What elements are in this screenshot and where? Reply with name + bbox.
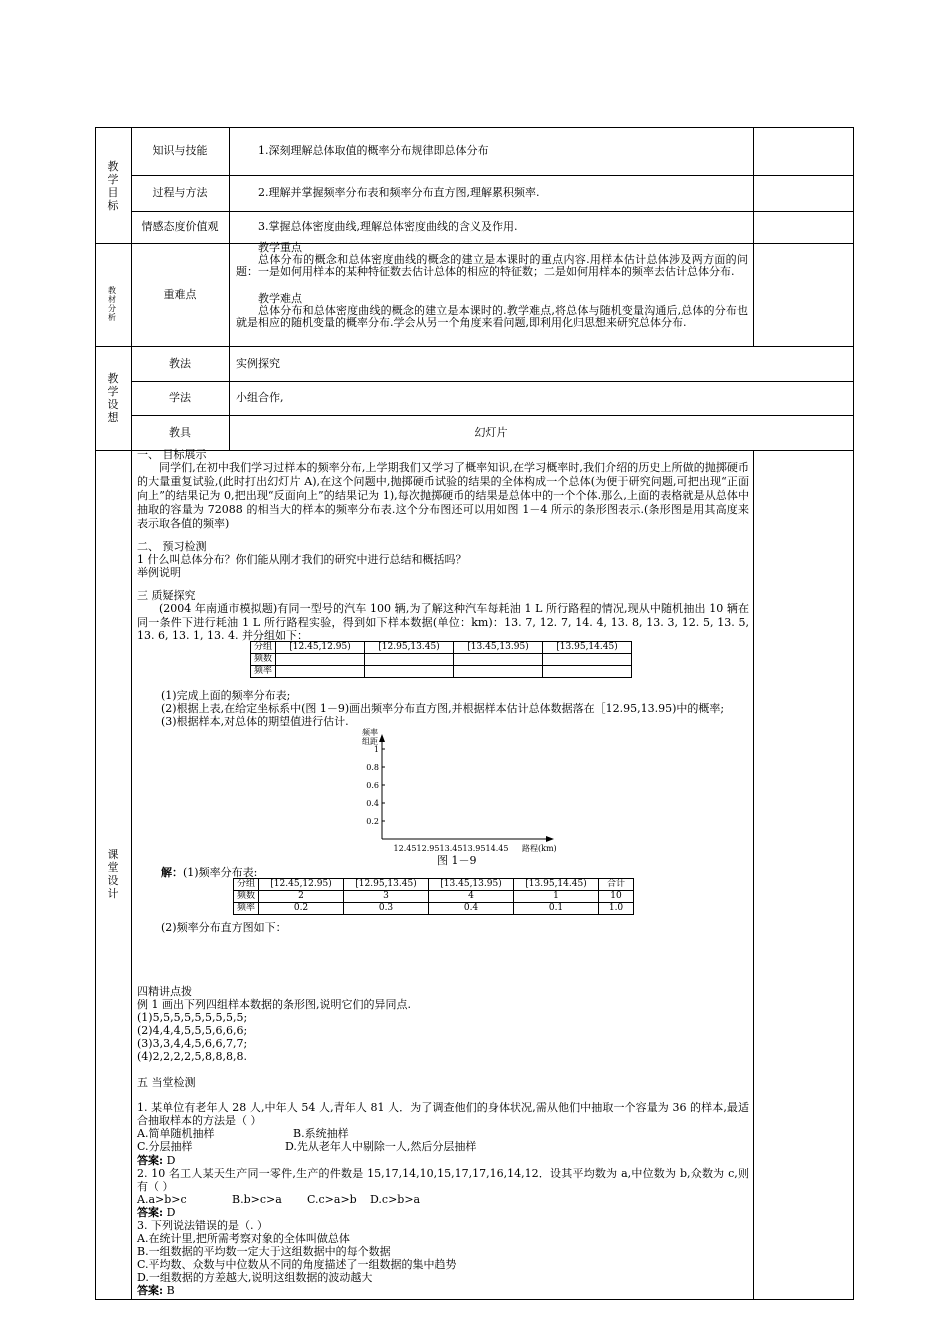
row-content: 1.深刻理解总体取值的概率分布规律即总体分布: [258, 144, 489, 157]
row-label: 过程与方法: [152, 186, 208, 199]
section-heading: 一、 目标展示: [137, 448, 207, 461]
table-cell: 频率: [234, 903, 259, 915]
table-header: [12.45,12.95): [276, 642, 365, 654]
answer-line: [137, 1284, 175, 1298]
row-content: 小组合作,: [236, 391, 284, 404]
row-content: 实例探究: [236, 357, 280, 370]
example-line: (4)2,2,2,2,5,8,8,8,8.: [137, 1050, 248, 1063]
question-text: 1 什么叫总体分布？你们能从刚才我们的研究中进行总结和概括吗？: [137, 553, 467, 566]
answer-label: 答案:: [137, 1206, 164, 1219]
y-axis-label-bottom: 组距: [362, 737, 378, 746]
column-divider: [753, 450, 754, 1300]
answer-label: 答案:: [137, 1284, 164, 1297]
table-cell: 1: [514, 891, 599, 903]
table-header: 分组: [251, 642, 276, 654]
row-divider: [95, 450, 854, 451]
table-cell: [365, 666, 454, 678]
option: C.c>a>b: [307, 1193, 357, 1206]
table-cell: [454, 654, 543, 666]
table-cell: 1.0: [599, 903, 634, 915]
table-header: [12.95,13.45): [365, 642, 454, 654]
example-line: (1)5,5,5,5,5,5,5,5,5;: [137, 1011, 248, 1024]
y-tick-label: 0.6: [366, 781, 379, 790]
x-tick-label: 13.95: [462, 844, 486, 853]
table-cell: [365, 654, 454, 666]
x-tick-label: 13.45: [439, 844, 463, 853]
option: D.c>b>a: [370, 1193, 421, 1206]
section-label-analysis: 教 材 分 析: [108, 286, 116, 322]
key-point-text: 总体分布的概念和总体密度曲线的概念的建立是本课时的重点内容.用样本估计总体涉及两方面的问题：一是如何用样本的某种特征数去估计总体的相应的特征数；二是如何用样本的频率去估计总体分布.: [236, 253, 748, 278]
problem-text: (2004 年南通市模拟题)有同一型号的汽车 100 辆,为了解这种汽车每耗油 1 L 所行路程的情况,现从中随机抽出 10 辆在同一条件下进行耗油 1 L 所行路程实验，得到如下样本数据(单位：km)：13. 7, 12. 7, 14. 4, 13. 8, 13. 3, 12. 5, 13. 5, 13. 6, 13. 1, 13. 4. 并分组如下：: [137, 602, 749, 642]
row-label: 教法: [169, 357, 191, 370]
row-divider: [131, 211, 854, 212]
table-cell: 3: [344, 891, 429, 903]
table-cell: [454, 666, 543, 678]
section-heading: 五 当堂检测: [137, 1076, 196, 1089]
row-label: 教具: [169, 426, 191, 439]
x-tick-label: 12.45: [393, 844, 417, 853]
example-line: (3)3,3,4,4,5,6,6,7,7;: [137, 1037, 248, 1050]
table-cell: [543, 666, 632, 678]
x-axis-arrow: [546, 836, 554, 842]
option: D.先从老年人中剔除一人,然后分层抽样: [285, 1140, 477, 1153]
table-header: [13.95,14.45): [543, 642, 632, 654]
histogram-axes: [350, 726, 570, 866]
option: D.一组数据的方差越大,说明这组数据的波动越大: [137, 1271, 373, 1284]
frequency-table-blank: [250, 641, 632, 678]
y-tick-label: 0.4: [366, 799, 379, 808]
table-cell: 4: [429, 891, 514, 903]
difficulty-title: 教学难点: [258, 292, 302, 305]
column-divider: [753, 127, 754, 346]
table-cell: 0.2: [259, 903, 344, 915]
row-content: 幻灯片: [474, 426, 508, 439]
table-row-label: 频率: [251, 666, 276, 678]
table-header: [13.95,14.45): [514, 879, 599, 891]
section-heading: 三 质疑探究: [137, 589, 196, 602]
answer-value: B: [166, 1284, 175, 1297]
option: C.平均数、众数与中位数从不同的角度描述了一组数据的集中趋势: [137, 1258, 457, 1271]
x-axis-label: 路程(km): [522, 844, 557, 853]
row-content: 2.理解并掌握频率分布表和频率分布直方图,理解累积频率.: [258, 186, 540, 199]
answer-line: [137, 1206, 175, 1220]
solution-label: 解：: [161, 866, 183, 879]
row-label: 学法: [169, 391, 191, 404]
row-divider: [131, 381, 854, 382]
option: A.简单随机抽样: [137, 1127, 215, 1140]
y-axis-arrow: [379, 734, 385, 742]
section-heading: 四精讲点拨: [137, 985, 192, 998]
table-cell: 0.4: [429, 903, 514, 915]
table-header: 合计: [599, 879, 634, 891]
section-label-lesson: 课 堂 设 计: [107, 848, 119, 900]
frequency-table-filled: [233, 878, 634, 915]
y-tick-label: 1: [373, 745, 379, 754]
option: B.一组数据的平均数一定大于这组数据中的每个数据: [137, 1245, 391, 1258]
solution-text: (2)频率分布直方图如下：: [161, 921, 287, 934]
table-cell: 2: [259, 891, 344, 903]
solution-text: (1)频率分布表:: [183, 866, 258, 879]
table-header: [12.45,12.95): [259, 879, 344, 891]
row-divider: [95, 243, 854, 244]
option: A.a>b>c: [137, 1193, 187, 1206]
row-content: 3.掌握总体密度曲线,理解总体密度曲线的含义及作用.: [258, 220, 518, 233]
section-label-objectives: 教 学 目 标: [107, 160, 119, 212]
row-label: 情感态度价值观: [141, 220, 219, 233]
answer-value: D: [166, 1154, 176, 1167]
section-label-design: 教 学 设 想: [107, 372, 119, 424]
option: A.在统计里,把所需考察对象的全体叫做总体: [137, 1232, 350, 1245]
y-tick-label: 0.8: [366, 763, 379, 772]
question-text: (1)完成上面的频率分布表;: [161, 689, 291, 702]
question-text: 举例说明: [137, 566, 181, 579]
table-header: 分组: [234, 879, 259, 891]
table-cell: [543, 654, 632, 666]
row-label: 知识与技能: [152, 144, 208, 157]
question-text: (3)根据样本,对总体的期望值进行估计.: [161, 715, 349, 728]
practice-question: 3. 下列说法错误的是（. ）: [137, 1219, 268, 1232]
row-label: 重难点: [163, 288, 197, 301]
key-point-title: 教学重点: [258, 241, 302, 254]
practice-question: 1. 某单位有老年人 28 人,中年人 54 人,青年人 81 人．为了调查他们的身体状况,需从他们中抽取一个容量为 36 的样本,最适合抽取样本的方法是（ ）: [137, 1101, 749, 1127]
practice-question: 2. 10 名工人某天生产同一零件,生产的件数是 15,17,14,10,15,17,17,16,14,12．设其平均数为 a,中位数为 b,众数为 c,则有（ ）: [137, 1167, 749, 1193]
difficulty-text: 总体分布和总体密度曲线的概念的建立是本课时的.教学难点,将总体与随机变量沟通后,总体的分布也就是相应的随机变量的概率分布.学会从另一个角度来看问题,即利用化归思想来研究总体分布.: [236, 304, 748, 329]
table-header: [13.45,13.95): [429, 879, 514, 891]
answer-value: D: [166, 1206, 176, 1219]
question-text: (2)根据上表,在给定坐标系中(图 1－9)画出频率分布直方图,并根据样本估计总体数据落在［12.95,13.95)中的概率;: [161, 702, 725, 715]
table-cell: 0.3: [344, 903, 429, 915]
table-cell: [276, 654, 365, 666]
table-cell: 0.1: [514, 903, 599, 915]
example-question: 例 1 画出下列四组样本数据的条形图,说明它们的异同点.: [137, 998, 411, 1011]
option: C.分层抽样: [137, 1140, 193, 1153]
column-divider: [131, 127, 132, 1300]
row-divider: [131, 415, 854, 416]
x-tick-label: 14.45: [485, 844, 509, 853]
column-divider: [229, 127, 230, 450]
table-header: [12.95,13.45): [344, 879, 429, 891]
y-axis-label-top: 频率: [362, 728, 378, 737]
example-line: (2)4,4,4,5,5,5,6,6,6;: [137, 1024, 248, 1037]
answer-line: [137, 1154, 175, 1168]
table-row-label: 频数: [251, 654, 276, 666]
intro-paragraph: 同学们,在初中我们学习过样本的频率分布,上学期我们又学习了概率知识,在学习概率时,我们介绍的历史上所做的抛掷硬币的大量重复试验,(此时打出幻灯片 A),在这个问题中,抛掷硬币试验的结果的全体构成一个总体(为便于研究问题,可把出现“正面向上”的结果记为 0,把出现“反面向上”的结果记为 1),每次抛掷硬币的结果是总体中的一个个体.那么,上面的表格就是从总体中抽取的容量为 72088 的相当大的样本的频率分布表.这个分布图还可以用如图 1－4 所示的条形图表示.(条形图是用其高度来表示取各值的频率): [137, 461, 749, 530]
option: B.b>c>a: [232, 1193, 282, 1206]
y-tick-label: 0.2: [366, 817, 379, 826]
option: B.系统抽样: [293, 1127, 349, 1140]
section-heading: 二、 预习检测: [137, 540, 207, 553]
x-tick-label: 12.95: [416, 844, 440, 853]
table-cell: 10: [599, 891, 634, 903]
chart-caption: 图 1－9: [437, 854, 477, 867]
table-header: [13.45,13.95): [454, 642, 543, 654]
table-cell: 频数: [234, 891, 259, 903]
answer-label: 答案:: [137, 1154, 164, 1167]
row-divider: [131, 175, 854, 176]
table-cell: [276, 666, 365, 678]
row-divider: [95, 346, 854, 347]
